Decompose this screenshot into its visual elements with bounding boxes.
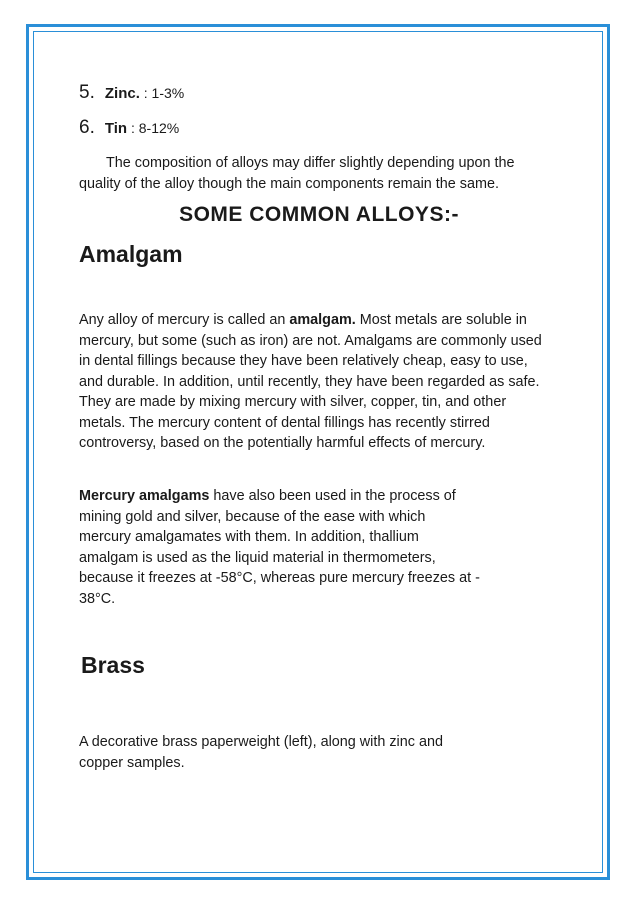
text-line: They are made by mixing mercury with silver, copper, tin, and other — [79, 394, 507, 410]
text-line: in dental fillings because they have been relatively cheap, easy to use, — [79, 353, 528, 369]
text-line: amalgam is used as the liquid material in thermometers, — [79, 549, 436, 566]
text-line: 38°C. — [79, 590, 116, 607]
text-line: The composition of alloys may differ slightly depending upon the — [106, 155, 515, 171]
text-line: and durable. In addition, until recently, they have been regarded as safe. — [79, 373, 540, 390]
text-line: A decorative brass paperweight (left), along with zinc and — [79, 734, 443, 750]
alloy-component-name: Tin — [104, 120, 128, 137]
list-number: 5. — [79, 82, 95, 103]
text-run: Most metals are soluble in — [355, 312, 527, 328]
text-line: because it freezes at -58°C, whereas pure mercury freezes at - — [79, 570, 480, 586]
brass-paragraph — [79, 732, 443, 773]
list-item-tin — [79, 117, 179, 139]
text-line: quality of the alloy though the main components remain the same. — [79, 175, 499, 192]
text-line — [79, 486, 480, 507]
bold-term: Mercury amalgams — [79, 488, 210, 504]
text-line: mercury amalgamates with them. In addition, thallium — [79, 529, 419, 545]
alloy-component-value: : 8-12% — [130, 120, 180, 136]
list-number: 6. — [79, 117, 95, 138]
section-title-brass: Brass — [81, 652, 145, 678]
text-line: mining gold and silver, because of the ease with which — [79, 508, 426, 525]
composition-note — [79, 153, 515, 194]
alloy-component-value: : 1-3% — [143, 85, 185, 101]
text-run: Any alloy of mercury is called an — [79, 312, 290, 328]
section-heading-common-alloys: SOME COMMON ALLOYS:- — [179, 203, 459, 226]
section-title-amalgam: Amalgam — [79, 241, 183, 267]
amalgam-paragraph-1 — [79, 310, 542, 454]
amalgam-paragraph-2 — [79, 486, 480, 609]
alloy-component-name: Zinc. — [104, 85, 140, 102]
bold-term: amalgam. — [289, 312, 356, 328]
text-line: mercury, but some (such as iron) are not. Amalgams are commonly used — [79, 332, 542, 349]
text-run: have also been used in the process of — [209, 488, 456, 504]
text-line: copper samples. — [79, 754, 185, 771]
text-line: controversy, based on the potentially harmful effects of mercury. — [79, 435, 486, 451]
text-line — [79, 310, 542, 331]
text-line: metals. The mercury content of dental fillings has recently stirred — [79, 414, 490, 431]
list-item-zinc — [79, 82, 184, 104]
